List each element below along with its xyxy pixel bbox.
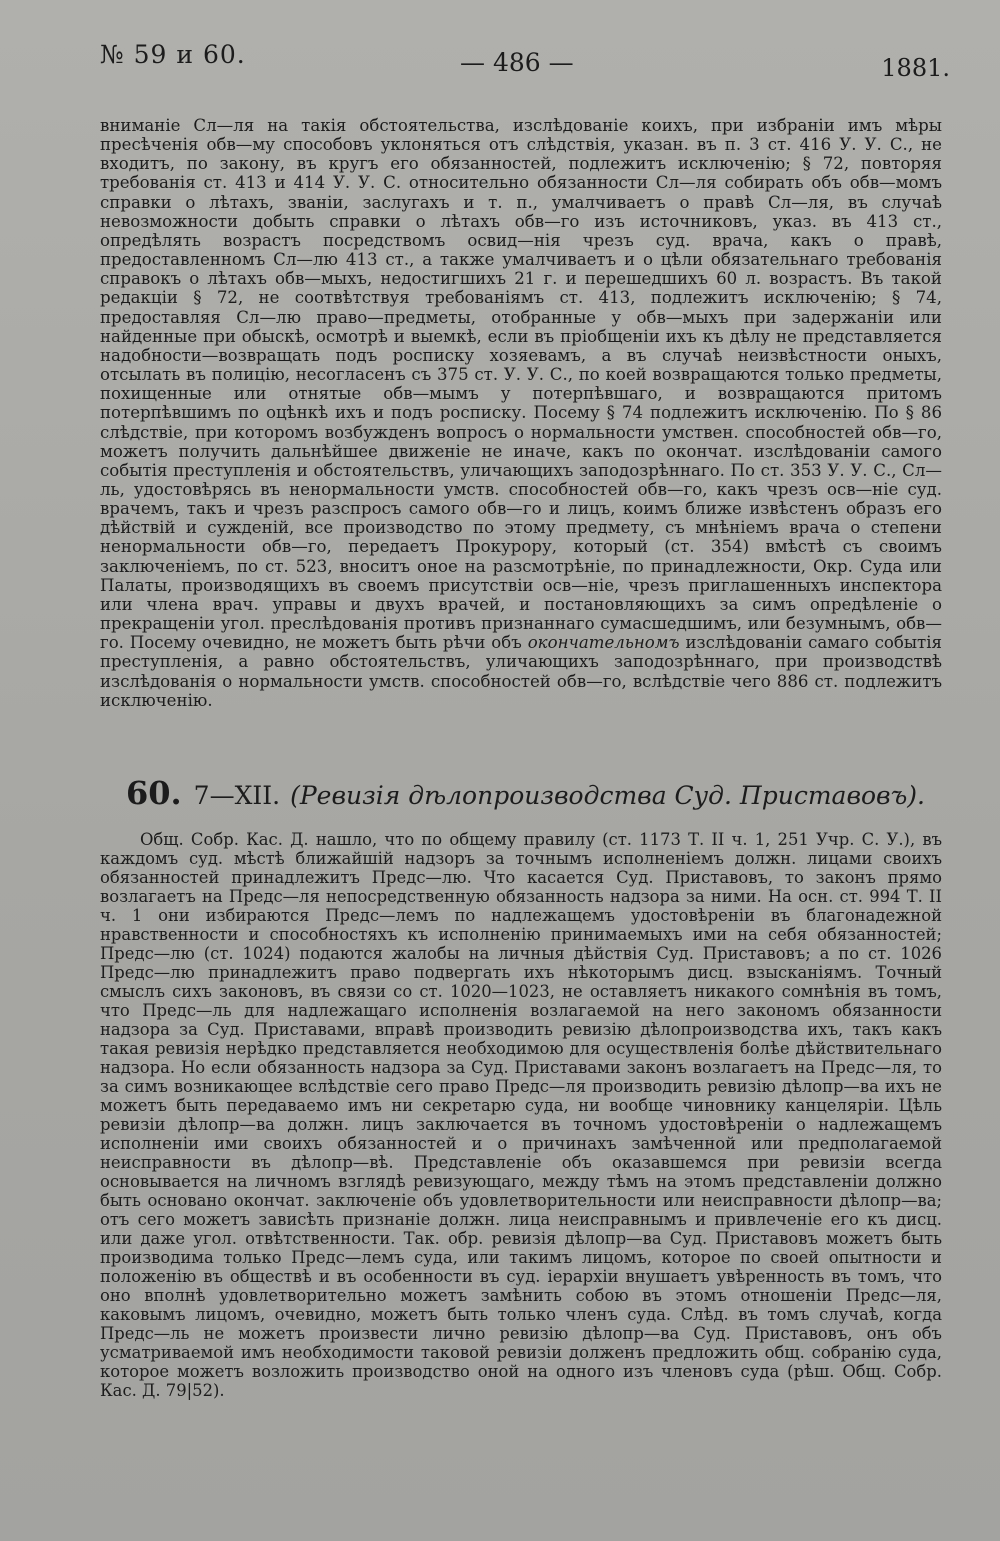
page-header xyxy=(100,40,950,90)
section-body-paragraph xyxy=(100,830,942,1400)
section-number: 60. xyxy=(126,774,182,812)
year: 1881. xyxy=(881,54,950,82)
section-body-text: Общ. Собр. Кас. Д. нашло, что по общему правилу (ст. 1173 Т. II ч. 1, 251 Учр. С. У.), въ каждомъ суд. мѣстѣ ближайшій надзоръ за точнымъ исполненіемъ должн. лицами своихъ обязанностей принадлежитъ Предс—лю. Что касается Суд. Приставовъ, то законъ прямо возлагаетъ на Предс—ля непосредственную обязанность надзора за ними. На осн. ст. 994 Т. II ч. 1 они избираются Предс—лемъ по надлежащемъ удостовѣреніи въ благонадежной нравственности и способностяхъ къ исполненію принимаемыхъ ими на себя обязанностей; Предс—лю (ст. 1024) подаются жалобы на личныя дѣйствія Суд. Приставовъ; а по ст. 1026 Предс—лю принадлежитъ право подвергать ихъ нѣкоторымъ дисц. взысканіямъ. Точный смыслъ сихъ законовъ, въ связи со ст. 1020—1023, не оставляетъ никакого сомнѣнія въ томъ, что Предс—ль для надлежащаго исполненія возлагаемой на него закономъ обязанности надзора за Суд. Приставами, вправѣ производить ревизію дѣлопроизводства ихъ, такъ какъ такая ревизія нерѣдко представляется необходимою для осуществленія болѣе дѣйствительнаго надзора. Но если обязанность надзора за Суд. Приставами законъ возлагаетъ на Предс—ля, то за симъ возникающее вслѣдствіе сего право Предс—ля производить ревизію дѣлопр—ва ихъ не можетъ быть передаваемо имъ ни секретарю суда, ни вообще чиновнику канцеляріи. Цѣль ревизіи дѣлопр—ва должн. лицъ заключается въ точномъ удостовѣреніи о надлежащемъ исполненіи ими своихъ обязанностей и о причинахъ замѣченной или предполагаемой неисправности въ дѣлопр—вѣ. Представленіе объ оказавшемся при ревизіи всегда основывается на личномъ взглядѣ ревизующаго, между тѣмъ на этомъ представленіи должно быть основано окончат. заключеніе объ удовлетворительности или неисправности дѣлопр—ва; отъ сего можетъ зависѣть признаніе должн. лица неисправнымъ и привлеченіе его къ дисц. или даже угол. отвѣтственности. Так. обр. ревизія дѣлопр—ва Суд. Приставовъ можетъ быть производима только Предс—лемъ суда, или такимъ лицомъ, которое по своей опытности и положенію въ обществѣ и въ особенности въ суд. іерархіи внушаетъ увѣренность въ томъ, что оно вполнѣ удовлетворительно можетъ замѣнить собою въ этомъ отношеніи Предс—ля, каковымъ лицомъ, очевидно, можетъ быть только членъ суда. Слѣд. въ томъ случаѣ, когда Предс—ль не можетъ произвести лично ревизію дѣлопр—ва Суд. Приставовъ, онъ объ усматриваемой имъ необходимости таковой ревизіи долженъ предложить общ. собранію суда, которое можетъ возложить производство оной на одного изъ членовъ суда (рѣш. Общ. Собр. Кас. Д. 79|52). xyxy=(100,830,942,1400)
continued-paragraph xyxy=(100,116,942,710)
italic-emphasis: окончательномъ xyxy=(527,633,680,653)
section-date: 7—XII. xyxy=(193,781,281,810)
section-heading xyxy=(126,774,926,820)
paragraph-text-part-2: изслѣдованіи самаго событія преступленія, а равно обстоятельствъ, уличающихъ заподозрѣннаго, при производствѣ изслѣдованія о нормальности умств. способностей обв—го, вслѣдствіе чего 886 ст. подлежитъ исключенію. xyxy=(100,633,943,710)
issue-number: № 59 и 60. xyxy=(100,40,246,69)
paragraph-text-part-1: вниманіе Сл—ля на такія обстоятельства, изслѣдованіе коихъ, при избраніи имъ мѣры пресѣченія обв—му способовъ уклоняться отъ слѣдствія, указан. въ п. 3 ст. 416 У. У. С., не входитъ, по закону, въ кругъ его обязанностей, подлежитъ исключенію; § 72, повторяя требованія ст. 413 и 414 У. У. С. относительно обязанности Сл—ля собирать объ обв—момъ справки о лѣтахъ, званіи, заслугахъ и т. п., умалчиваетъ о правѣ Сл—ля, въ случаѣ невозможности добыть справки о лѣтахъ обв—го изъ источниковъ, указ. въ 413 ст., опредѣлять возрастъ посредствомъ освид—нія чрезъ суд. врача, какъ о правѣ, предоставленномъ Сл—лю 413 ст., а также умалчиваетъ и о цѣли обязательнаго требованія справокъ о лѣтахъ обв—мыхъ, недостигшихъ 21 г. и перешедшихъ 60 л. возрастъ. Въ такой редакціи § 72, не соотвѣтствуя требованіямъ ст. 413, подлежитъ исключенію; § 74, предоставляя Сл—лю право—предметы, отобранные у обв—мыхъ при задержаніи или найденные при обыскѣ, осмотрѣ и выемкѣ, если въ пріобщеніи ихъ къ дѣлу не представляется надобности—возвращать подъ росписку хозяевамъ, а въ случаѣ неизвѣстности оныхъ, отсылать въ полицію, несогласенъ съ 375 ст. У. У. С., по коей возвращаются только предметы, похищенные или отнятые обв—мымъ у потерпѣвшаго, и возвращаются притомъ потерпѣвшимъ по оцѣнкѣ ихъ и подъ росписку. Посему § 74 подлежитъ исключенію. По § 86 слѣдствіе, при которомъ возбужденъ вопросъ о нормальности умствен. способностей обв—го, можетъ получить дальнѣйшее движеніе не иначе, какъ по окончат. изслѣдованіи самого событія преступленія и обстоятельствъ, уличающихъ заподозрѣннаго. По ст. 353 У. У. С., Сл—ль, удостовѣрясь въ ненормальности умств. способностей обв—го, какъ чрезъ осв—ніе суд. врачемъ, такъ и чрезъ разспросъ самого обв—го и лицъ, коимъ ближе извѣстенъ образъ его дѣйствій и сужденій, все производство по этому предмету, съ мнѣніемъ врача о степени ненормальности обв—го, передаетъ Прокурору, который (ст. 354) вмѣстѣ съ своимъ заключеніемъ, по ст. 523, вноситъ оное на разсмотрѣніе, по принадлежности, Окр. Суда или Палаты, производящихъ въ своемъ присутствіи осв—ніе, чрезъ приглашенныхъ инспектора или члена врач. управы и двухъ врачей, и постановляющихъ за симъ опредѣленіе о прекращеніи угол. преслѣдованія противъ признаннаго сумасшедшимъ, или безумнымъ, обв—го. Посему очевидно, не можетъ быть рѣчи объ xyxy=(100,116,942,653)
section-title: (Ревизія дѣлопроизводства Суд. Приставовъ). xyxy=(290,781,925,810)
page-number: — 486 — xyxy=(460,48,574,77)
